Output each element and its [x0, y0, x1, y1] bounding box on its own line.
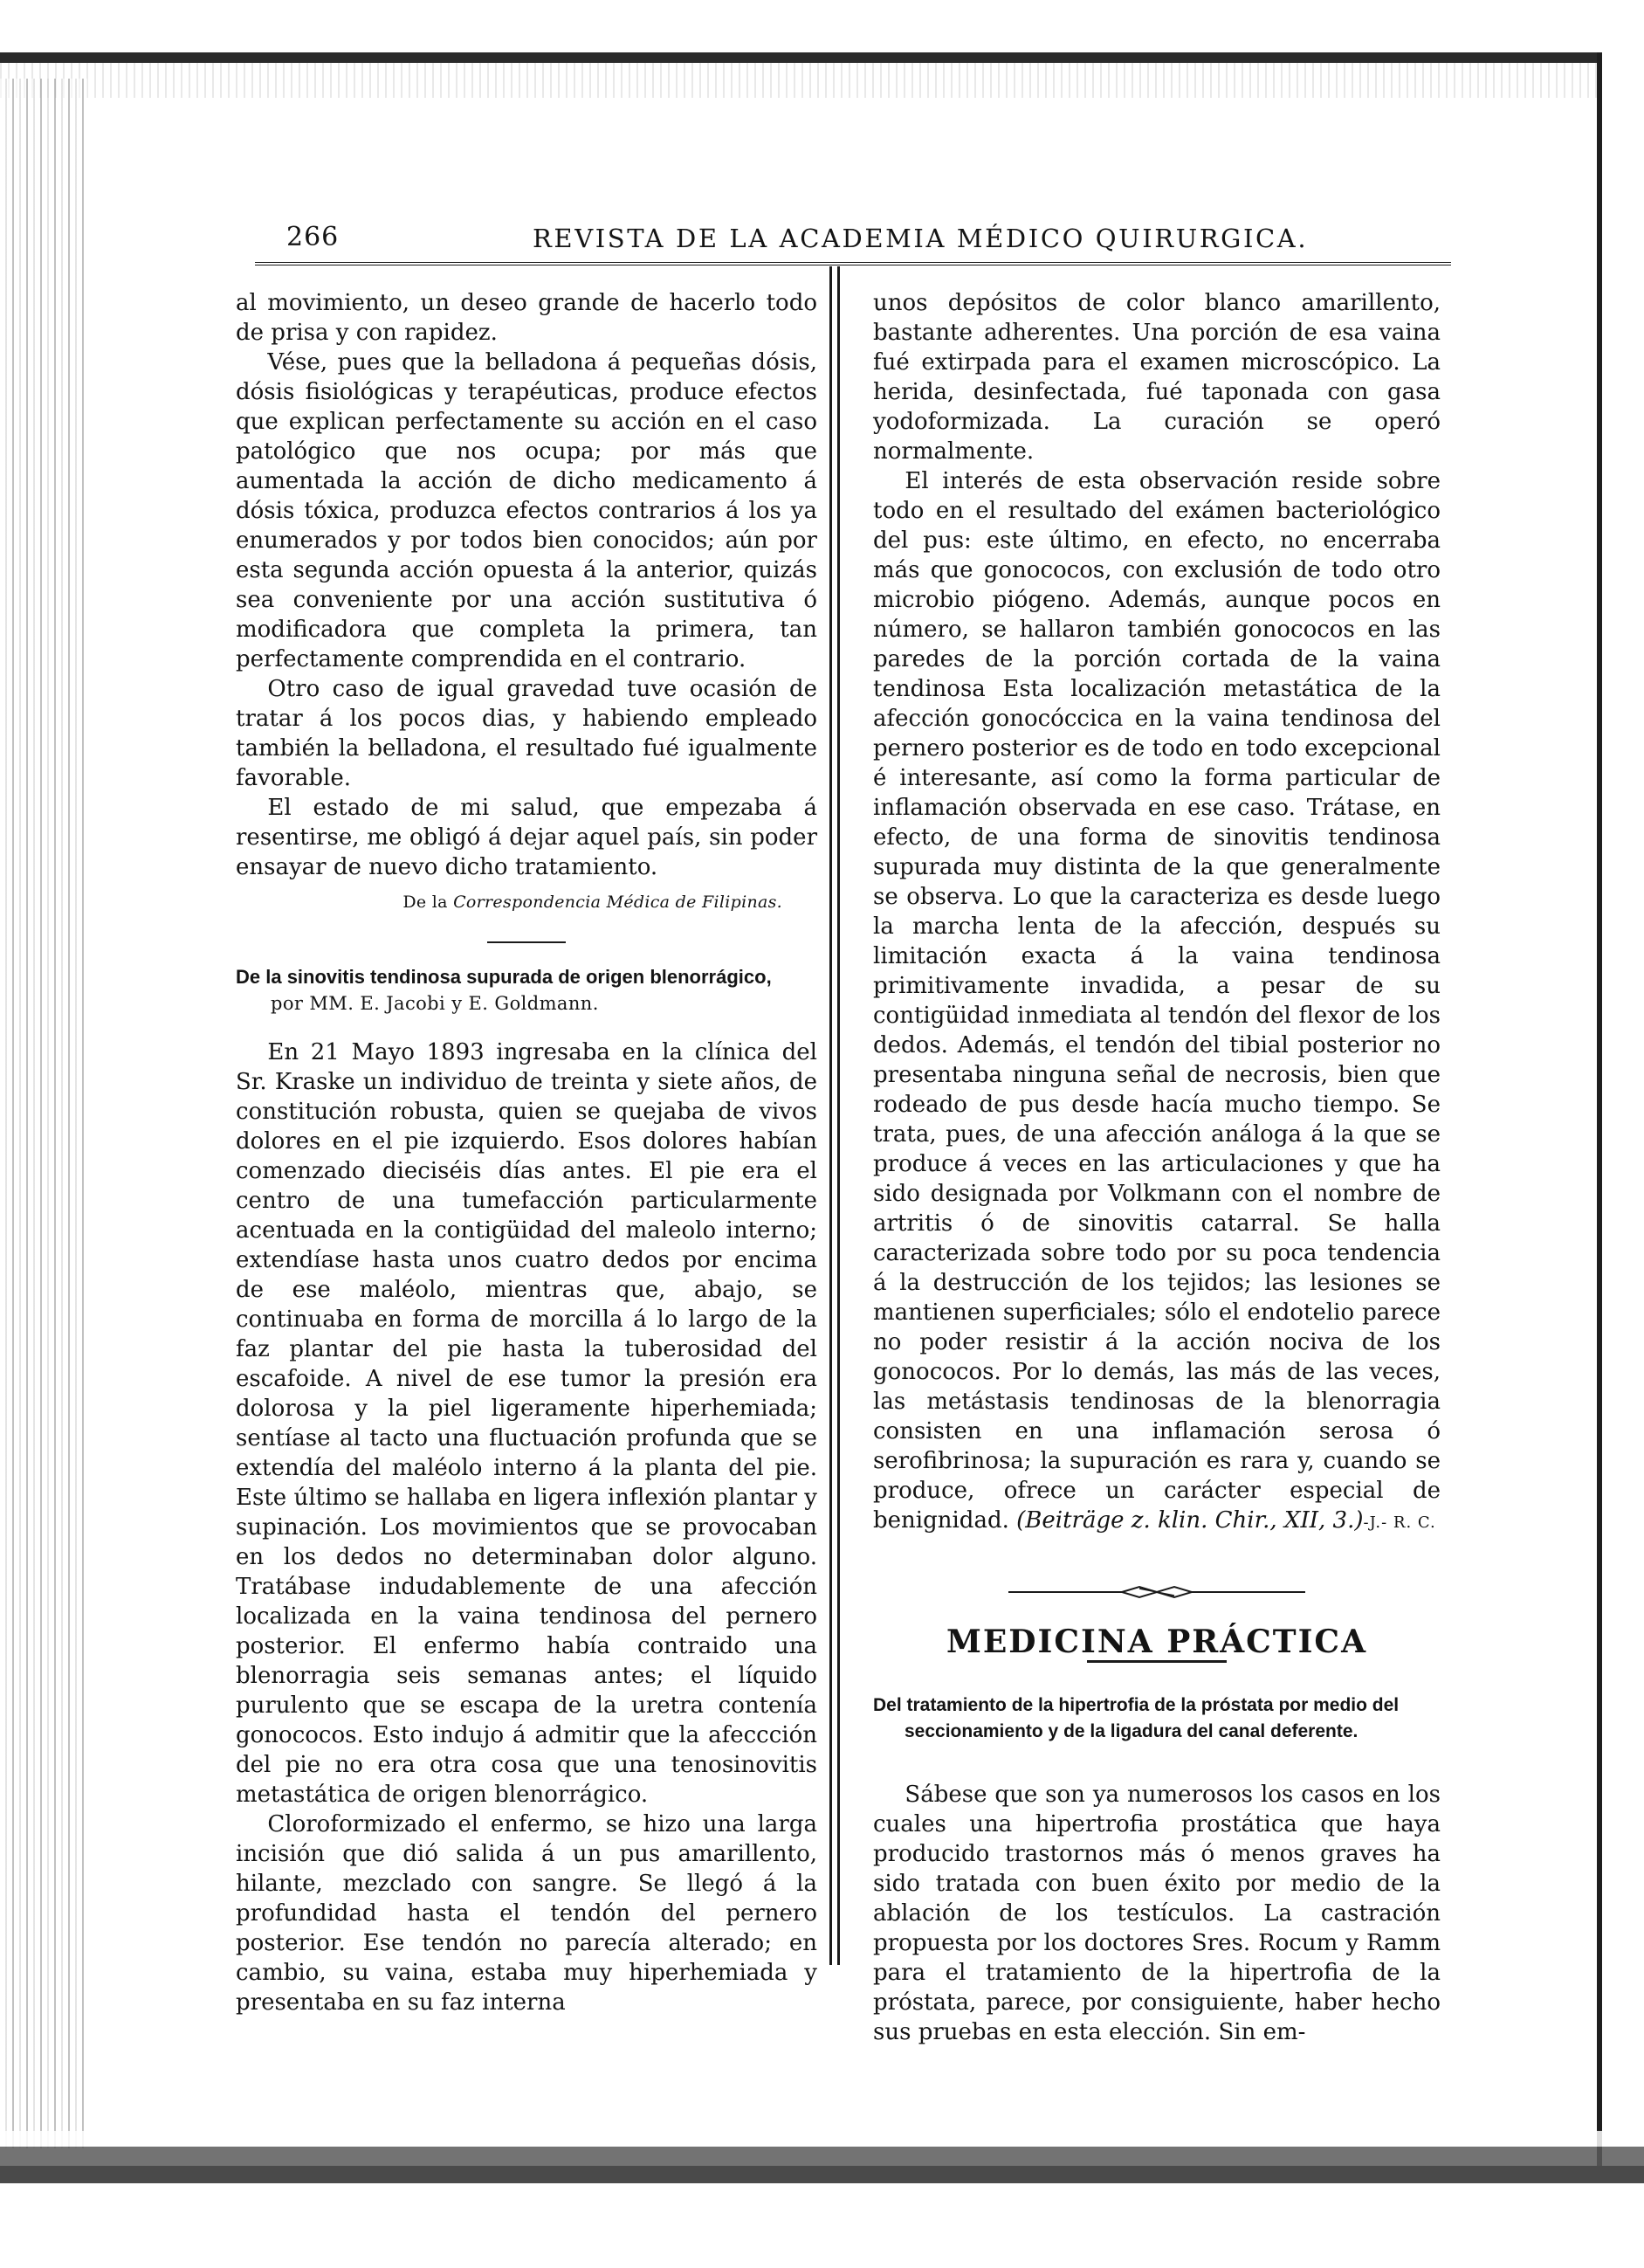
paragraph: unos depósitos de color blanco amarillento, bastante adherentes. Una porción de esa vaina fué extirpada para el examen microscópico. La herida, desinfectada, fué taponada con gasa yodoformizada. La curación se operó normalmente. [873, 290, 1441, 465]
right-column [873, 288, 1441, 2047]
signature: -J.- R. C. [1363, 1513, 1436, 1532]
paragraph: Vése, pues que la belladona á pequeñas dósis, dósis fisiológicas y terapéuticas, produce efectos que explican perfectamente su acción en el caso patológico que nos ocupa; por más que aumentada la acción de dicho medicamento á dósis tóxica, produzca efectos contrarios á los ya enumerados y por todos bien conocidos; aún por esta segunda acción opuesta á la anterior, quizás sea conveniente por una acción sustitutiva ó modificadora que completa la primera, tan perfectamente comprendida en el contrario. [236, 349, 817, 672]
column-divider [829, 266, 840, 1965]
section-title-rule [1087, 1660, 1227, 1663]
paragraph: En 21 Mayo 1893 ingresaba en la clínica del Sr. Kraske un individuo de treinta y siete años, de constitución robusta, quien se quejaba de vivos dolores en el pie izquierdo. Esos dolores habían comenzado dieciséis días antes. El pie era el centro de una tumefacción particularmente acentuada en la contigüidad del maleolo interno; extendíase hasta unos cuatro dedos por encima de ese maléolo, mientras que, abajo, se continuaba en forma de morcilla á lo largo de la faz plantar del pie hasta la tuberosidad del escafoide. A nivel de ese tumor la presión era dolorosa y la piel ligeramente hiperhemiada; sentíase al tacto una fluctuación profunda que se extendía del maléolo interno á la planta del pie. Este último se hallaba en ligera inflexión plantar y supinación. Los movimientos que se provocaban en los dedos no determinaban dolor alguno. Tratábase indudablemente de una afección localizada en la vaina tendinosa del pernero posterior. El enfermo había contraido una blenorragia seis semanas antes; el líquido purulento que se escapa de la uretra contenía gonococos. Esto indujo á admitir que la afeccción del pie no era otra cosa que una tenosinovitis metastática de origen blenorrágico. [236, 1039, 817, 1808]
paragraph: Otro caso de igual gravedad tuve ocasión de tratar á los pocos dias, y habiendo empleado también la belladona, el resultado fué igualmente favorable. [236, 676, 817, 791]
journal-title: REVISTA DE LA ACADEMIA MÉDICO QUIRURGICA. [533, 224, 1309, 253]
paragraph: al movimiento, un deseo grande de hacerlo todo de prisa y con rapidez. [236, 290, 817, 346]
article-heading [236, 964, 817, 1017]
article-authors: por MM. E. Jacobi y E. Goldmann. [271, 993, 599, 1014]
paragraph: El estado de mi salud, que empezaba á resentirse, me obligó á dejar aquel país, sin poder ensayar de nuevo dicho tratamiento. [236, 795, 817, 880]
paragraph-text: El interés de esta observación reside sobre todo en el resultado del exámen bacteriológico del pus: este último, en efecto, no encerraba más que gonococos, con exclusión de todo otro microbio piógeno. Además, aunque pocos en número, se hallaron también gonococos en las paredes de la porción cortada de la vaina tendinosa Esta localización metastática de la afección gonocóccica en la vaina tendinosa del pernero posterior es de todo en todo excepcional é interesante, así como la forma particular de inflamación observada en ese caso. Trátase, en efecto, de una forma de sinovitis tendinosa supurada muy distinta de la que generalmente se observa. Lo que la caracteriza es desde luego la marcha lenta de la afección, después su limitación exacta á la vaina tendinosa primitivamente invadida, a pesar de su contigüidad inmediata al tendón del flexor de los dedos. Además, el tendón del tibial posterior no presentaba ninguna señal de necrosis, bien que rodeado de pus desde hacía mucho tiempo. Se trata, pues, de una afección análoga á la que se produce á veces en las articulaciones y que ha sido designada por Volkmann con el nombre de artritis ó de sinovitis catarral. Se halla caracterizada sobre todo por su poca tendencia á la destrucción de los tejidos; las lesiones se mantienen superficiales; sólo el endotelio parece no poder resistir á la acción nociva de los gonococos. Por lo demás, las más de las veces, las metástasis tendinosas de la blenorragia consisten en una inflamación serosa ó serofibrinosa; la supuración es rara y, cuando se produce, ofrece un carácter especial de benignidad. [873, 468, 1441, 1534]
source-title: Correspondencia Médica de Filipinas. [453, 893, 782, 912]
source-prefix: De la [402, 893, 448, 912]
ornament-divider [1008, 1583, 1305, 1601]
section-title: MEDICINA PRÁCTICA [946, 1623, 1367, 1660]
paragraph: Sábese que son ya numerosos los casos en los cuales una hipertrofia prostática que haya producido trastornos más ó menos graves ha sido tratada con buen éxito por medio de la ablación de los testículos. La castración propuesta por los doctores Sres. Rocum y Ramm para el tratamiento de la hipertrofia de la próstata, parece, por consiguiente, haber hecho sus pruebas en esta elección. Sin em- [873, 1782, 1441, 2045]
article-title: De la sinovitis tendinosa supurada de origen blenorrágico, [236, 966, 772, 988]
citation: (Beiträge z. klin. Chir., XII, 3.) [1016, 1507, 1364, 1534]
paragraph: Cloroformizado el enfermo, se hizo una larga incisión que dió salida á un pus amarillento, hilante, mezclado con sangre. Se llegó á la profundidad hasta el tendón del pernero posterior. Ese tendón no parecía alterado; en cambio, su vaina, estaba muy hiperhemiada y presentaba en su faz interna [236, 1811, 817, 2016]
paragraph-with-citation [873, 466, 1441, 1538]
section-article-title: Del tratamiento de la hipertrofia de la próstata por medio del seccionamiento y de la ligadura del canal deferente. [873, 1695, 1400, 1741]
section-separator [487, 941, 566, 943]
left-column [236, 288, 817, 2017]
source-attribution [236, 887, 817, 917]
page-number: 266 [286, 222, 340, 252]
running-header [255, 220, 1451, 265]
